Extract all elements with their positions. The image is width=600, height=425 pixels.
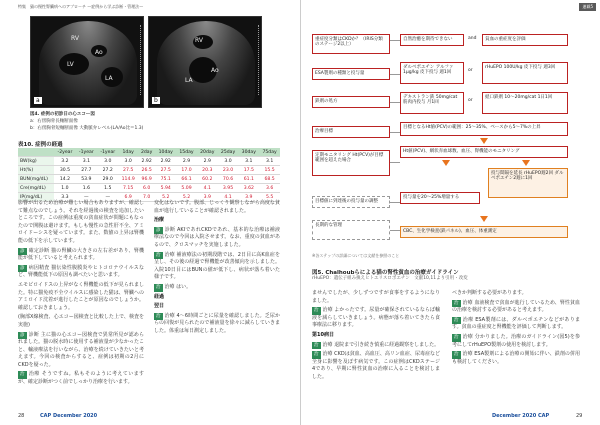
panel-tag: b [154,97,158,104]
table-cell: 66.1 [176,175,197,184]
flow-box: 投与間隔を延長 rHuEPO週2回 ダルベポエチン2週に1回 [488,168,568,198]
paragraph: 治 治療 よかったです。尿量が確保されているならば輸液を減らしていきましょう。病態が落ち着いてきたら食事療法に移ります。 [312,307,440,329]
table-cell: 15.5 [259,166,280,175]
flow-box: rHuEPO 100U/kg 皮下投与 週3回 [482,62,568,84]
table-cell: 3.3 [54,193,75,202]
speaker-tag: 診 [156,227,161,233]
section-heading: 経過 [154,293,165,300]
figure-sub: rHuEPO：遺伝子組み換えヒトエリスロポエチン 文献10,11より引用・改変 [312,276,468,281]
speaker-tag: 治 [454,352,459,358]
table-cell: 6.9 [118,193,137,202]
column-header: 30day [238,148,259,157]
table-cell: 5.2 [176,193,197,202]
flow-box: 経口鉄剤 10～20mg/cat 1日1回 [482,92,568,114]
flow-box: 治療目標 [312,126,390,138]
flow-box: 投与量を20～25%増量する [400,192,480,204]
table-cell: 3.95 [218,184,239,193]
table-title: 表10. 症例の経過 [18,142,63,148]
flow-box: 鉄剤の処方 [312,96,390,108]
table-cell: 27.5 [118,166,137,175]
paragraph: 治 治療 分かりました。治療のガイドライン(図5)を参考にしてrHuEPO製剤の使用を検討します。 [452,333,580,348]
speaker-tag: 治 [314,342,319,348]
table-cell: 3.1 [76,157,97,166]
table-cell: 2.92 [138,157,155,166]
flow-arrow [480,138,488,144]
table-cell: 68.5 [259,175,280,184]
flow-box: デキストラン鉄 50mg/cat 筋肉内投与 月1回 [400,92,464,114]
column-header: 2day [138,148,155,157]
flow-box: 定期モニタリング Ht(PCV)が目標範囲を超えた場合 [312,150,390,176]
speaker-tag: 診 [20,265,25,271]
paragraph: 治 治療 CKDは貧血、高血圧、高リン血症、尿毒症など全身に影響を及ぼす病気です。この症例はCKDステージ4であり、早期に腎性貧血の治療に入ることを検討しました。 [312,351,440,380]
table-cell: 14.2 [54,175,75,184]
echo-image-a [30,16,144,108]
table-cell: 96.9 [138,175,155,184]
table-cell: 7.15 [118,184,137,193]
section-heading: 治療 [154,217,165,224]
speaker-tag: 治 [20,372,25,378]
speaker-tag: 治 [314,308,319,314]
column-header: 25day [218,148,239,157]
paragraph: 治 治療 そうですね。私もそのように考えていますが、確定診断がつく前でしっかり治療を行います。 [18,371,144,386]
speaker-tag: 診 [20,332,25,338]
paragraph: 診 確定診断 猫の腎臓の大きさの左右差があり、腎機能が低下していると考えられます。 [18,247,144,262]
table-row [18,157,280,166]
paragraph: 影響が出るため治療が難しい場合もありますが、確認して難点なのでしょう。それを経過後の検査を追加したいところです。この症例は重度の貧血症状が問題にもなったので開腹は避けます。もしも慢性の急性肝不全、アミロイドーシスを疑っています。また、数値の上昇は腎機能の低下を示しています。 [18,200,144,244]
column-header: -2year [54,148,75,157]
table-cell: 27.7 [76,166,97,175]
paragraph: 変化はないです。腹部、じっくり観察しながら高度な貧血が進行していることが確認されました。 [154,200,280,214]
right-column-a [312,290,440,384]
left-column-a [18,200,144,389]
flow-box: ESA製剤の種類と投与量 [312,68,390,80]
table-cell: — [76,193,97,202]
echo-image-b [148,16,262,108]
page-number: 29 [576,413,583,419]
echo-label: RV [71,35,79,42]
row-label: BUN(mg/dL) [18,175,54,184]
row-label: BW(kg) [18,157,54,166]
flow-note: ※各ステップの詳細については文献を参照のこと [312,253,400,258]
paragraph: 診 診断 主に猫の心エコー図検査で異常所見が認められました。猫の脱水時に使用する補液量が少なかったこと、輸液療法を行いながら、治療を続けていきたいと考えます。今回の検査からすると、症例は初期の2月にCKDを疑った。 [18,331,144,368]
table-cell: 2.9 [197,157,218,166]
table-row [18,184,280,193]
column-header: 10day [155,148,176,157]
table-cell: 17.0 [176,166,197,175]
table-header-row [18,148,280,157]
panel-tag: a [36,97,40,104]
table-cell: 3.1 [259,157,280,166]
table-cell: 61.1 [238,175,259,184]
table-cell: 5.2 [155,193,176,202]
paragraph: ベきか判断する必要があります。 [452,290,527,296]
table-cell: 60.2 [197,175,218,184]
table-cell: 2.9 [176,157,197,166]
table-cell: 75.1 [155,175,176,184]
table-cell: 2.92 [155,157,176,166]
table-cell: 27.5 [155,166,176,175]
flow-box: 長期的な管理 [312,220,390,240]
row-label: Ht(%) [18,166,54,175]
paragraph: 治 治療 ESA製剤による治療の開始に伴い、鉄剤の併用も検討してください。 [452,351,580,365]
paragraph: 治 治療 補液療法の初期段階では、2日目に高K血症を呈し、その後の経過で腎機能が改善傾向を示しました。入院10日目にはBUNの値が低下し、病状が落ち着いた様子です。 [154,251,280,281]
footer-brand: December 2020 CAP [492,413,550,419]
table-cell: 29.0 [97,175,118,184]
table-cell: 1.6 [76,184,97,193]
table-cell: 3.2 [54,157,75,166]
table-cell: 7.0 [138,193,155,202]
table-cell: 3.0 [118,157,137,166]
echo-label: RV [195,37,203,44]
speaker-tag: 治 [156,284,161,290]
section-heading: 翌日 [154,303,165,310]
table-cell: 26.5 [138,166,155,175]
paragraph: 治 治療 ESA製剤には、ダルベポエチンなどがあります。貧血の重症度と腎機能を評価して判断します。 [452,316,580,331]
or-label: or [468,68,473,73]
flow-box: Ht値(PCV)、網状赤血球数、血圧、腎機能のモニタリング [400,146,568,158]
figure-caption: 図5. Chalhoubらによる猫の腎性貧血の治療ガイドライン [312,270,459,276]
column-header: 15day [176,148,197,157]
paragraph: ませんでしたが、少しずつですが食事をするようになりました。 [312,290,440,304]
table-cell: 3.1 [238,157,259,166]
table-cell: 4.1 [218,193,239,202]
column-header [18,148,54,157]
flow-box: 貧血の重症度を評価 [482,34,568,46]
flow-box: 重症度分類はCKDか？（IRIS分類のステージ2以上） [312,34,390,54]
figure-sub-b: b：右傍胸骨短軸断面像 大動脈弁レベル(LA/Ao比＝1.3) [30,126,144,131]
column-header: -1year [97,148,118,157]
table-row [18,175,280,184]
flow-arrow [442,160,450,166]
echo-label: LV [67,61,74,68]
paragraph: エモビロイドスの上昇がなく腎機能の低下が見られました。特に猫免疫不全ウイルスに感染した猫は、腎臓へのアミロイド沈着が進行したことが原因なのでしょうか。確認しておきましょう。 [18,281,144,311]
speaker-tag: 治 [454,300,459,306]
speaker-tag: 治 [314,352,319,358]
flow-arrow [480,216,488,222]
lab-table [18,148,280,202]
paragraph: 治 治療 4～6時間ごとに尿量を確認しました。乏尿からの回復が見られたので補液量を徐々に減らしていきました。体重は毎日測定しました。 [154,312,280,334]
table-cell: 27.2 [97,166,118,175]
table-cell: 3.6 [259,184,280,193]
speaker-tag: 診 [20,248,25,254]
figure-caption: 図4. 症例の初診日の心エコー図 [30,112,95,117]
flow-box: CBC、生化学検査(鉄パネル)、血圧、体重測定 [400,226,568,238]
table-cell: 3.0 [97,157,118,166]
echo-label: LA [185,77,193,84]
paragraph: (胸部X線検査、心エコー図検査と比較した上で、検査を実施) [18,314,144,328]
section-tag: 連載5 [579,3,596,11]
right-column-b [452,290,580,368]
column-header: 1day [118,148,137,157]
table-cell: 23.0 [218,166,239,175]
paragraph: 治 治療 血液検査で貧血が進行しているため、腎性貧血の治療を検討する必要があると考えます。 [452,299,580,314]
speaker-tag: 治 [156,313,161,319]
table-cell: 114.9 [118,175,137,184]
speaker-tag: 治 [454,334,459,340]
table-cell: 1.5 [97,184,118,193]
page-number: 28 [18,413,25,419]
table-cell: 1.0 [54,184,75,193]
table-cell: 4.1 [197,184,218,193]
echo-label: LA [105,75,113,82]
table-cell: 3.0 [218,157,239,166]
table-row [18,166,280,175]
running-header: 特集 猫の慢性腎臓病へのアプローチ ～症例から学ぶ診断・管理法～ [18,4,144,9]
speaker-tag: 治 [454,317,459,323]
table-cell: 5.5 [259,193,280,202]
flow-box: 自然治癒を期待できない [400,34,464,46]
flow-box: 目標値に到達後の投与量の調整 [312,196,390,208]
echo-label: Ao [95,49,103,56]
and-label: and [468,36,477,41]
left-column-b [154,200,280,338]
row-label: Cre(mg/dL) [18,184,54,193]
column-header: 75day [259,148,280,157]
table-cell: 17.5 [238,166,259,175]
table-cell: — [97,193,118,202]
flow-arrow [522,160,530,166]
flow-box: ダルベポエチン アルファ 1μg/kg 皮下投与 週1回 [400,62,464,84]
paragraph: 治 治療 はい。 [156,283,192,290]
table-cell: 20.3 [197,166,218,175]
table-cell: 5.09 [176,184,197,193]
table-cell: 3.9 [238,193,259,202]
paragraph: 診 診断 AKIであれCKDであれ、基本的な治療は補液療法なので今回は入院させます。なお、重度の貧血があるので、クロスマッチを実施しました。 [154,226,280,248]
flow-box: 目標となるHt値(PCV)の範囲：25～35%、ベースから5～7%の上昇 [400,122,568,136]
section-heading: 第10病日 [312,331,334,338]
table-cell: 30.5 [54,166,75,175]
table-cell: 6.0 [138,184,155,193]
paragraph: 治 治療 退院まで引き続き慎重に経過観察をしました。 [314,341,440,348]
echo-label: Ao [211,67,219,74]
column-header: -1year [76,148,97,157]
speaker-tag: 治 [156,252,161,258]
flowchart [312,34,580,252]
row-label: IP(mg/dL) [18,193,54,202]
table-cell: 3.9 [197,193,218,202]
table-cell: 5.94 [155,184,176,193]
or-label: or [468,98,473,103]
table-cell: 3.62 [238,184,259,193]
table-cell: 70.6 [218,175,239,184]
column-header: 20day [197,148,218,157]
paragraph: 診 病因精査 猫伝染性腹膜炎やヒトコロナウイルスなど、腎機能低下の原因も調べたいと思います。 [18,264,144,279]
figure-sub-a: a：右傍胸骨長軸断面像 [30,119,78,124]
footer-brand: CAP December 2020 [40,413,98,419]
table-cell: 53.9 [76,175,97,184]
